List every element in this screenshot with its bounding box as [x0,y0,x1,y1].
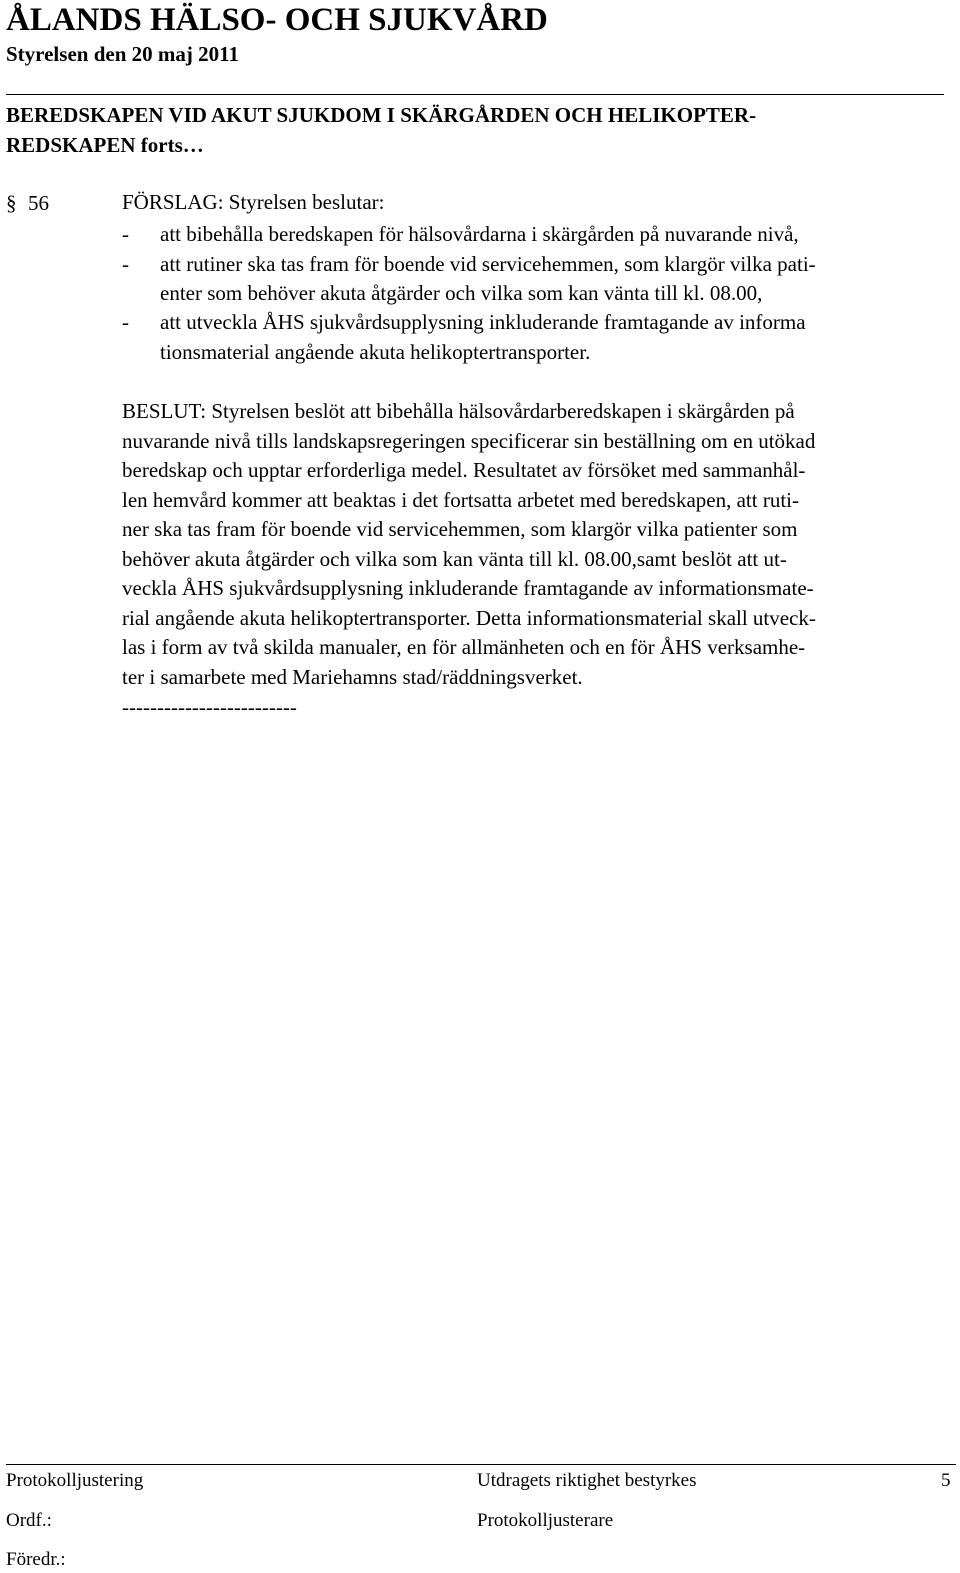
section-title-line: REDSKAPEN forts… [6,133,204,157]
decision-line: len hemvård kommer att beaktas i det fortsatta arbetet med beredskapen, att ruti- [122,487,799,512]
footer-certifier-label: Protokolljusterare [477,1510,614,1531]
proposal-item-line: att bibehålla beredskapen för hälsovårdarna i skärgården på nuvarande nivå, [160,222,799,246]
paragraph-sign: § [6,191,17,215]
decision-line: beredskap och upptar erforderliga medel. Resultatet av försöket med sammanhål- [122,458,806,482]
section-end-marker: ------------------------- [122,695,297,719]
footer-protocol-check-label: Protokolljustering [6,1470,144,1491]
section-title [6,100,946,160]
proposal-item-line: att rutiner ska tas fram för boende vid servicehemmen, som klargör vilka pati- [160,252,816,276]
paragraph-number: 56 [28,191,49,215]
header-divider [6,94,944,95]
decision-line: rial angående akuta helikoptertransporter. Detta informationsmaterial skall utveck- [122,605,816,630]
decision-line: BESLUT: Styrelsen beslöt att bibehålla hälsovårdarberedskapen i skärgården på [122,399,795,423]
decision-line: las i form av två skilda manualer, en för allmänheten och en för ÅHS verksamhe- [122,635,806,659]
proposal-item-line: enter som behöver akuta åtgärder och vilka som kan vänta till kl. 08.00, [160,281,763,305]
list-dash: - [122,310,129,334]
proposal-item-line: att utveckla ÅHS sjukvårdsupplysning inkluderande framtagande av informa [160,310,806,334]
footer-certified-label: Utdragets riktighet bestyrkes [477,1470,697,1491]
section-title-line: BEREDSKAPEN VID AKUT SJUKDOM I SKÄRGÅRDEN OCH HELIKOPTER- [6,103,757,127]
decision-line: nuvarande nivå tills landskapsregeringen specificerar sin beställning om en utökad [122,428,816,453]
list-dash: - [122,252,129,276]
decision-paragraph [122,397,960,692]
footer-divider [6,1464,956,1465]
footer-chair-label: Ordf.: [6,1510,52,1531]
decision-line: ner ska tas fram för boende vid servicehemmen, som klargör vilka patienter som [122,517,798,541]
decision-line: ter i samarbete med Mariehamns stad/räddningsverket. [122,664,583,689]
footer-presenter-label: Föredr.: [6,1549,66,1570]
list-dash: - [122,222,129,246]
proposal-item-line: tionsmaterial angående akuta helikoptertransporter. [160,340,591,364]
decision-line: behöver akuta åtgärder och vilka som kan vänta till kl. 08.00,samt beslöt att ut- [122,546,787,571]
page-number: 5 [941,1470,951,1491]
meeting-date: Styrelsen den 20 maj 2011 [6,42,239,66]
proposal-heading: FÖRSLAG: Styrelsen beslutar: [122,190,385,214]
organization-title: ÅLANDS HÄLSO- OCH SJUKVÅRD [6,2,548,38]
decision-line: veckla ÅHS sjukvårdsupplysning inkluderande framtagande av informationsmate- [122,576,814,600]
